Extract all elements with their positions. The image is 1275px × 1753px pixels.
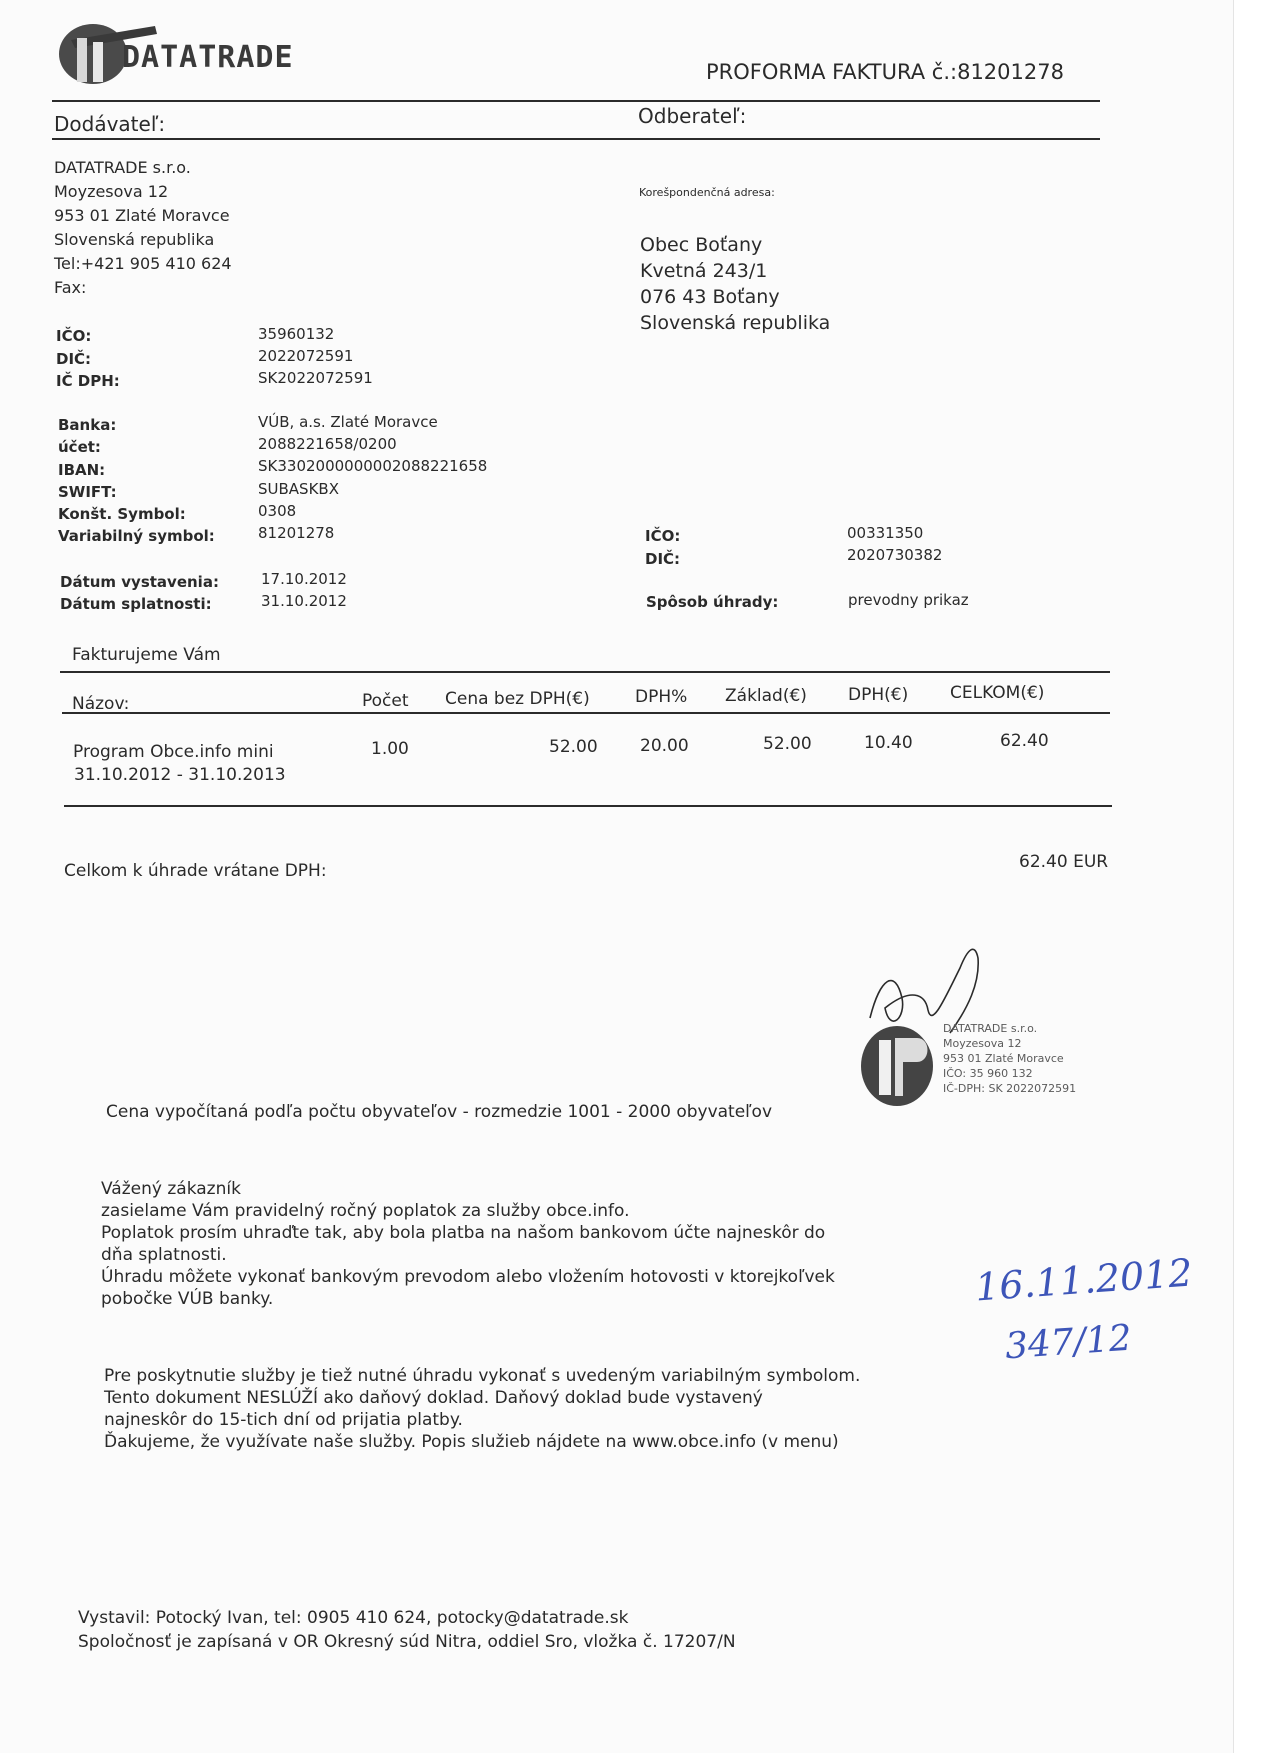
swift-label: SWIFT: bbox=[58, 483, 117, 501]
column-qty: Počet bbox=[362, 691, 409, 711]
issue-date-label: Dátum vystavenia: bbox=[60, 573, 219, 591]
const-symbol-label: Konšt. Symbol: bbox=[58, 505, 186, 523]
grand-total-label: Celkom k úhrade vrátane DPH: bbox=[64, 861, 327, 881]
supplier-ico-value: 35960132 bbox=[258, 325, 335, 343]
customer-address-line: 076 43 Boťany bbox=[640, 286, 780, 308]
notice-line: Ďakujeme, že využívate naše služby. Popis služieb nájdete na www.obce.info (v menu) bbox=[104, 1432, 839, 1452]
letter-text bbox=[101, 1178, 835, 1310]
account-value: 2088221658/0200 bbox=[258, 435, 397, 453]
handwritten-number: 347/12 bbox=[1003, 1317, 1133, 1368]
column-base: Základ(€) bbox=[725, 686, 807, 706]
stamp-line: Moyzesova 12 bbox=[943, 1037, 1022, 1050]
parties-rule bbox=[52, 138, 1100, 140]
issue-date-value: 17.10.2012 bbox=[261, 570, 347, 588]
letter-line: zasielame Vám pravidelný ročný poplatok za služby obce.info. bbox=[101, 1201, 630, 1221]
item-name: Program Obce.info mini bbox=[73, 742, 274, 762]
swift-value: SUBASKBX bbox=[258, 480, 339, 498]
price-note: Cena vypočítaná podľa počtu obyvateľov - rozmedzie 1001 - 2000 obyvateľov bbox=[106, 1102, 773, 1122]
column-vat: DPH(€) bbox=[848, 685, 909, 705]
supplier-address-line: DATATRADE s.r.o. bbox=[54, 158, 191, 177]
item-qty: 1.00 bbox=[371, 739, 409, 759]
footer-line: Spoločnosť je zapísaná v OR Okresný súd Nitra, oddiel Sro, vložka č. 17207/N bbox=[78, 1632, 736, 1652]
item-vat: 10.40 bbox=[864, 733, 913, 753]
payment-method-label: Spôsob úhrady: bbox=[646, 593, 779, 611]
customer-address-line: Kvetná 243/1 bbox=[640, 260, 768, 282]
header-rule bbox=[52, 100, 1100, 102]
customer-address bbox=[640, 232, 830, 336]
due-date-label: Dátum splatnosti: bbox=[60, 595, 212, 613]
due-date-value: 31.10.2012 bbox=[261, 592, 347, 610]
iban-value: SK3302000000002088221658 bbox=[258, 457, 488, 475]
item-period: 31.10.2012 - 31.10.2013 bbox=[74, 765, 286, 785]
stamp-line: 953 01 Zlaté Moravce bbox=[943, 1052, 1064, 1065]
items-top-rule bbox=[60, 671, 1110, 673]
variable-symbol-value: 81201278 bbox=[258, 524, 335, 542]
supplier-icdph-value: SK2022072591 bbox=[258, 369, 373, 387]
items-intro: Fakturujeme Vám bbox=[72, 645, 221, 665]
item-vat-pct: 20.00 bbox=[640, 736, 689, 756]
supplier-dic-label: DIČ: bbox=[56, 350, 92, 368]
supplier-ico-label: IČO: bbox=[56, 327, 92, 345]
notice-line: Tento dokument NESLÚŽÍ ako daňový doklad. Daňový doklad bude vystavený bbox=[104, 1388, 763, 1408]
column-total: CELKOM(€) bbox=[950, 683, 1045, 703]
grand-total-value: 62.40 EUR bbox=[1019, 852, 1109, 872]
supplier-address-line: Fax: bbox=[54, 278, 87, 297]
stamp-line: IČ-DPH: SK 2022072591 bbox=[943, 1082, 1077, 1095]
item-base: 52.00 bbox=[763, 734, 812, 754]
items-header-rule bbox=[62, 712, 1110, 714]
correspondence-label: Korešpondenčná adresa: bbox=[639, 186, 775, 199]
const-symbol-value: 0308 bbox=[258, 502, 297, 520]
letter-line: dňa splatnosti. bbox=[101, 1245, 227, 1265]
supplier-address-line: Tel:+421 905 410 624 bbox=[54, 254, 232, 273]
customer-dic-value: 2020730382 bbox=[847, 546, 943, 564]
item-total: 62.40 bbox=[1000, 731, 1049, 751]
bank-label: Banka: bbox=[58, 416, 117, 434]
supplier-address-line: 953 01 Zlaté Moravce bbox=[54, 206, 230, 225]
footer-line: Vystavil: Potocký Ivan, tel: 0905 410 624, potocky@datatrade.sk bbox=[78, 1608, 629, 1628]
notice-text bbox=[104, 1365, 860, 1453]
notice-line: najneskôr do 15-tich dní od prijatia platby. bbox=[104, 1410, 463, 1430]
stamp-line: DATATRADE s.r.o. bbox=[943, 1022, 1038, 1035]
company-stamp-icon bbox=[855, 1010, 945, 1110]
scan-margin bbox=[1233, 0, 1275, 1753]
customer-address-line: Slovenská republika bbox=[640, 312, 831, 334]
letter-line: Vážený zákazník bbox=[101, 1179, 241, 1199]
customer-ico-label: IČO: bbox=[645, 527, 681, 545]
supplier-address bbox=[54, 156, 232, 300]
customer-ico-value: 00331350 bbox=[847, 524, 924, 542]
item-price: 52.00 bbox=[549, 737, 598, 757]
variable-symbol-label: Variabilný symbol: bbox=[58, 527, 215, 545]
supplier-address-line: Moyzesova 12 bbox=[54, 182, 169, 201]
column-price: Cena bez DPH(€) bbox=[445, 689, 590, 709]
column-name: Názov: bbox=[72, 694, 130, 714]
iban-label: IBAN: bbox=[58, 461, 106, 479]
column-vat-pct: DPH% bbox=[635, 687, 688, 707]
supplier-address-line: Slovenská republika bbox=[54, 230, 215, 249]
document-title: PROFORMA FAKTURA č.:81201278 bbox=[706, 60, 1064, 84]
bank-value: VÚB, a.s. Zlaté Moravce bbox=[258, 413, 438, 431]
letter-line: pobočke VÚB banky. bbox=[101, 1289, 274, 1309]
footer bbox=[78, 1606, 736, 1654]
letter-line: Poplatok prosím uhraďte tak, aby bola platba na našom bankovom účte najneskôr do bbox=[101, 1223, 826, 1243]
account-label: účet: bbox=[58, 438, 101, 456]
handwritten-date: 16.11.2012 bbox=[973, 1250, 1194, 1310]
payment-method-value: prevodny prikaz bbox=[848, 591, 969, 609]
customer-address-line: Obec Boťany bbox=[640, 234, 763, 256]
letter-line: Úhradu môžete vykonať bankovým prevodom alebo vložením hotovosti v ktorejkoľvek bbox=[101, 1267, 835, 1287]
supplier-heading: Dodávateľ: bbox=[54, 112, 166, 136]
stamp-text bbox=[943, 1021, 1076, 1096]
items-bottom-rule bbox=[64, 805, 1112, 807]
customer-heading: Odberateľ: bbox=[638, 104, 747, 128]
notice-line: Pre poskytnutie služby je tiež nutné úhradu vykonať s uvedeným variabilným symbolom. bbox=[104, 1366, 861, 1386]
supplier-icdph-label: IČ DPH: bbox=[56, 372, 120, 390]
stamp-line: IČO: 35 960 132 bbox=[943, 1067, 1033, 1080]
logo-wordmark: DATATRADE bbox=[122, 40, 294, 75]
customer-dic-label: DIČ: bbox=[645, 550, 681, 568]
supplier-dic-value: 2022072591 bbox=[258, 347, 354, 365]
